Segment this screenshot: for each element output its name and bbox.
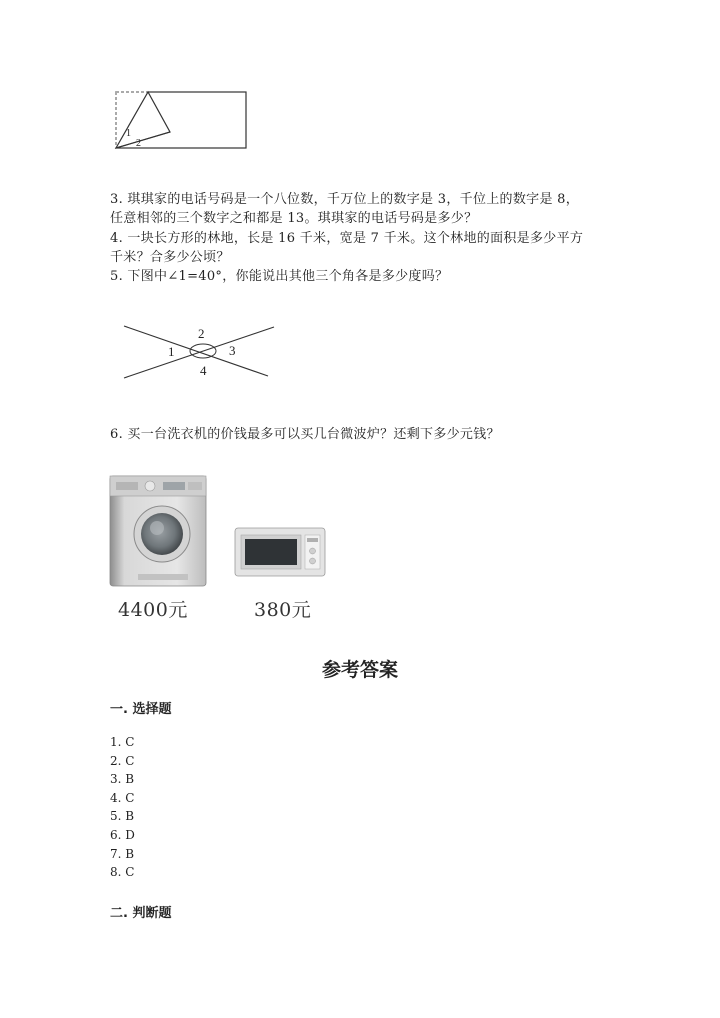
section-judgment-heading: 二. 判断题 xyxy=(110,906,172,921)
section-choice-heading: 一. 选择题 xyxy=(110,702,172,717)
question-5: 5. 下图中∠1=40°，你能说出其他三个角各是多少度吗？ xyxy=(110,269,449,284)
washing-machine-image xyxy=(108,474,208,589)
intersecting-lines-figure xyxy=(118,318,278,384)
figure2-label-3: 3 xyxy=(229,343,236,358)
microwave-image xyxy=(233,526,327,578)
washing-machine-price: 4400元 xyxy=(118,599,188,621)
answer-item: 2. C xyxy=(110,753,135,768)
answer-key-title: 参考答案 xyxy=(321,659,398,681)
answer-item: 4. C xyxy=(110,790,135,805)
figure1-label-1: 1 xyxy=(126,128,131,139)
folded-paper-figure xyxy=(108,86,250,152)
answer-list xyxy=(110,733,135,882)
question-3-line-1: 3. 琪琪家的电话号码是一个八位数，千万位上的数字是 3，千位上的数字是 8， xyxy=(110,192,580,207)
answer-item: 7. B xyxy=(110,846,135,861)
question-4-line-2: 千米？合多少公顷？ xyxy=(110,250,230,265)
figure2-label-4: 4 xyxy=(200,363,207,378)
answer-item: 8. C xyxy=(110,865,135,880)
question-6: 6. 买一台洗衣机的价钱最多可以买几台微波炉？还剩下多少元钱？ xyxy=(110,427,500,442)
question-3-line-2: 任意相邻的三个数字之和都是 13。琪琪家的电话号码是多少？ xyxy=(110,211,478,226)
answer-item: 3. B xyxy=(110,772,135,787)
question-4-line-1: 4. 一块长方形的林地，长是 16 千米，宽是 7 千米。这个林地的面积是多少平方 xyxy=(110,231,584,246)
answer-item: 1. C xyxy=(110,735,135,749)
figure2-label-2: 2 xyxy=(198,326,205,341)
answer-item: 5. B xyxy=(110,809,135,824)
figure2-label-1: 1 xyxy=(168,344,175,359)
answer-item: 6. D xyxy=(110,827,135,842)
microwave-price: 380元 xyxy=(254,599,312,621)
figure1-label-2: 2 xyxy=(136,138,141,149)
